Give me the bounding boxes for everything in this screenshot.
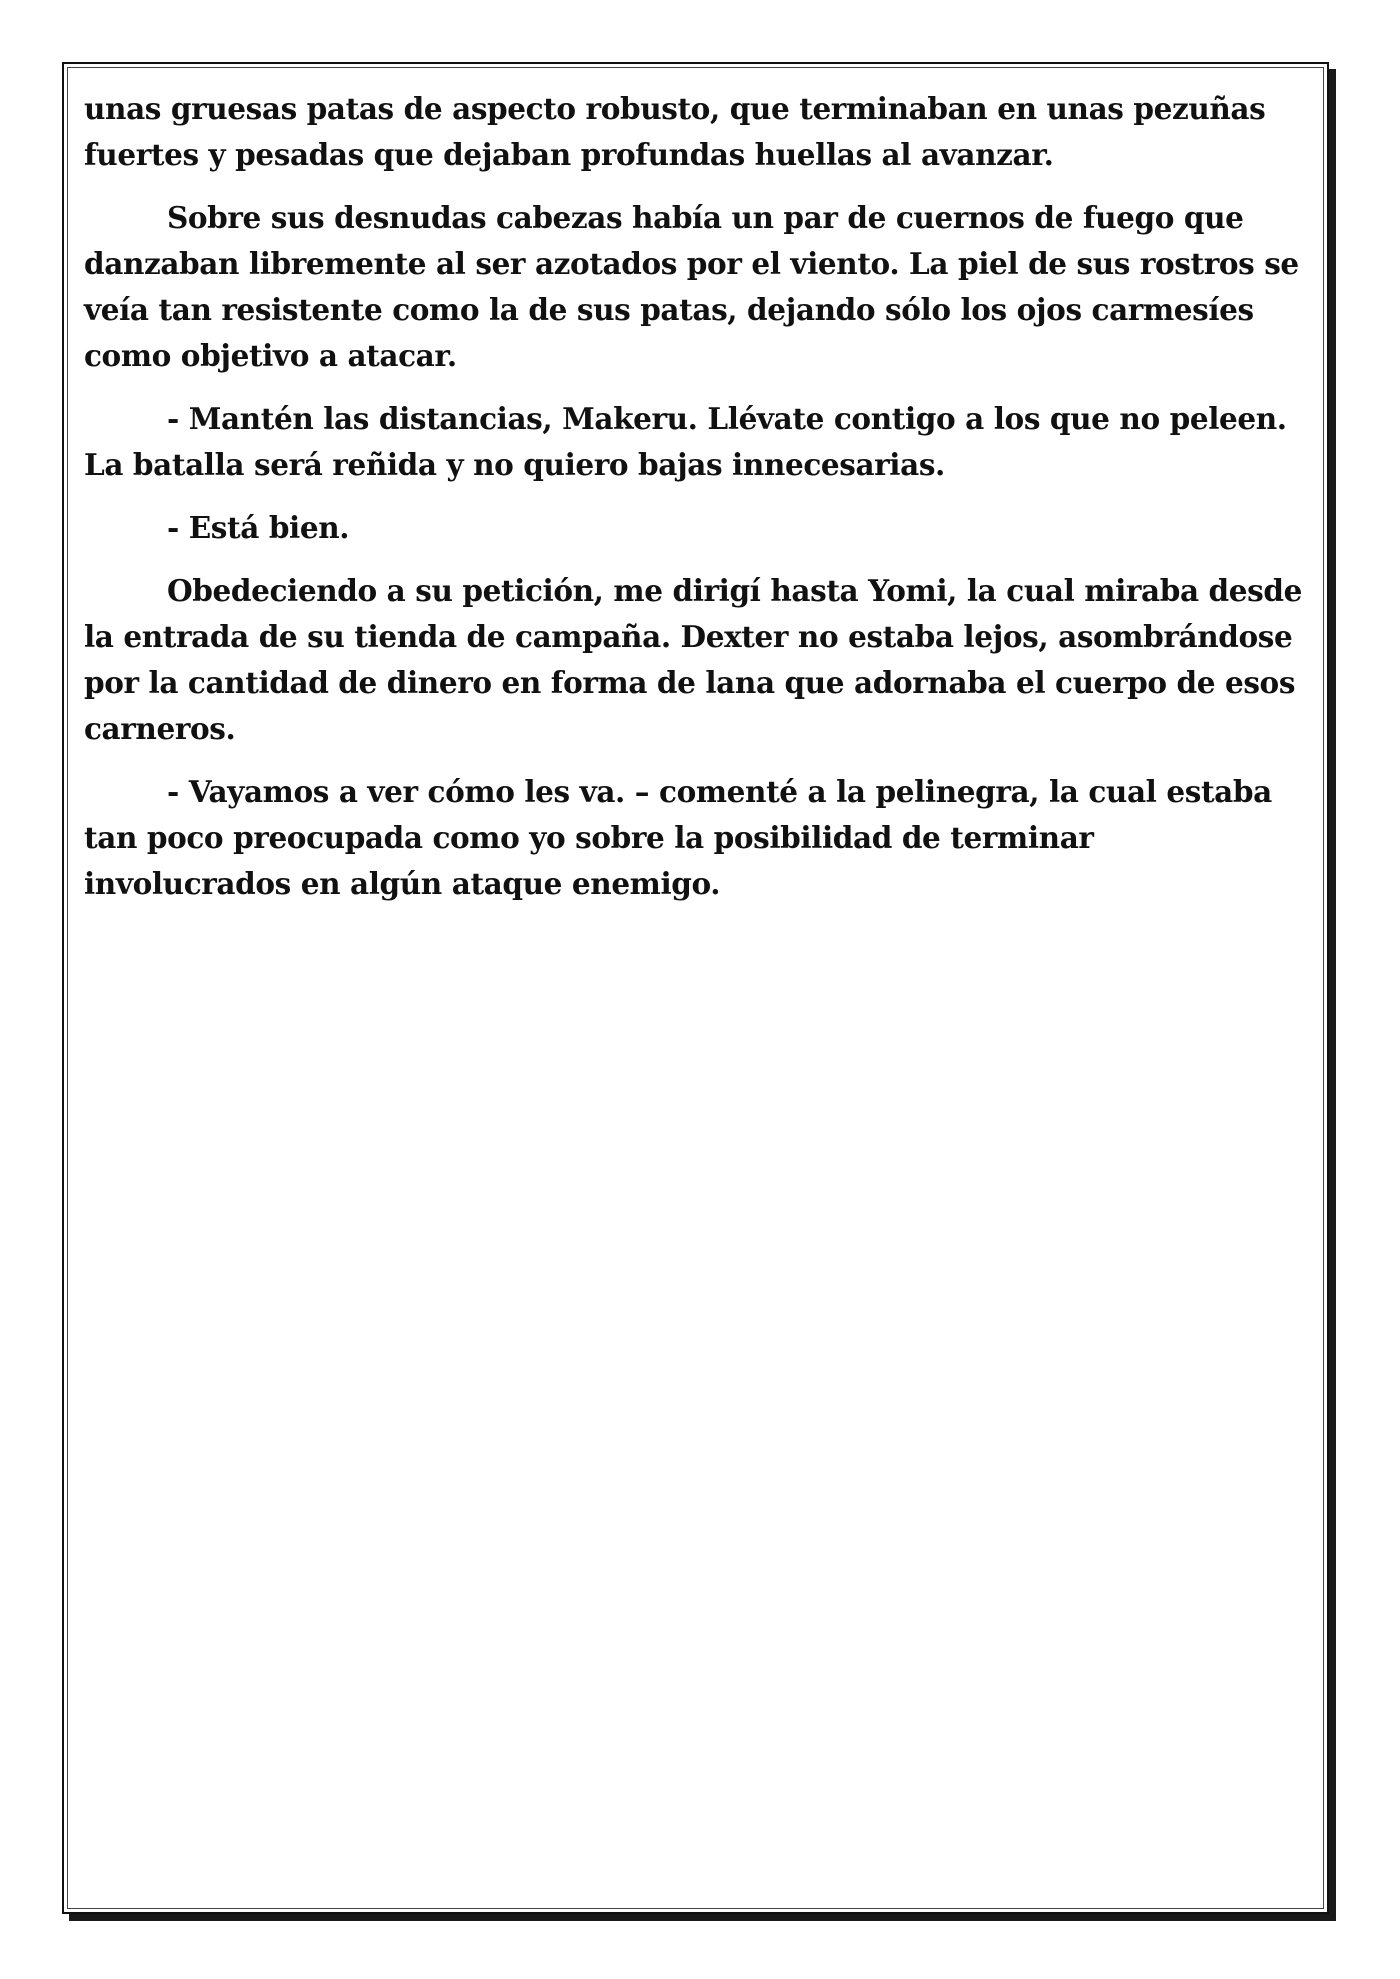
document-body — [84, 86, 1309, 924]
paragraph-6: - Vayamos a ver cómo les va. – comenté a la pelinegra, la cual estaba tan poco preocupada como yo sobre la posibilidad de terminar involucrados en algún ataque enemigo. — [84, 774, 1272, 901]
paragraph-3: - Mantén las distancias, Makeru. Llévate contigo a los que no peleen. La batalla será reñida y no quiero bajas innecesarias. — [84, 401, 1287, 482]
paragraph-4: - Está bien. — [167, 510, 350, 545]
paragraph-5: Obedeciendo a su petición, me dirigí hasta Yomi, la cual miraba desde la entrada de su tienda de campaña. Dexter no estaba lejos, asombrándose por la cantidad de dinero en forma de lana que adornaba el cuerpo de esos carneros. — [84, 573, 1302, 746]
paragraph-2: Sobre sus desnudas cabezas había un par de cuernos de fuego que danzaban libremente al ser azotados por el viento. La piel de sus rostros se veía tan resistente como la de sus patas, dejando sólo los ojos carmesíes como objetivo a atacar. — [84, 200, 1299, 373]
paragraph-1: unas gruesas patas de aspecto robusto, que terminaban en unas pezuñas fuertes y pesadas que dejaban profundas huellas al avanzar. — [84, 91, 1266, 172]
page-frame — [62, 62, 1329, 1914]
